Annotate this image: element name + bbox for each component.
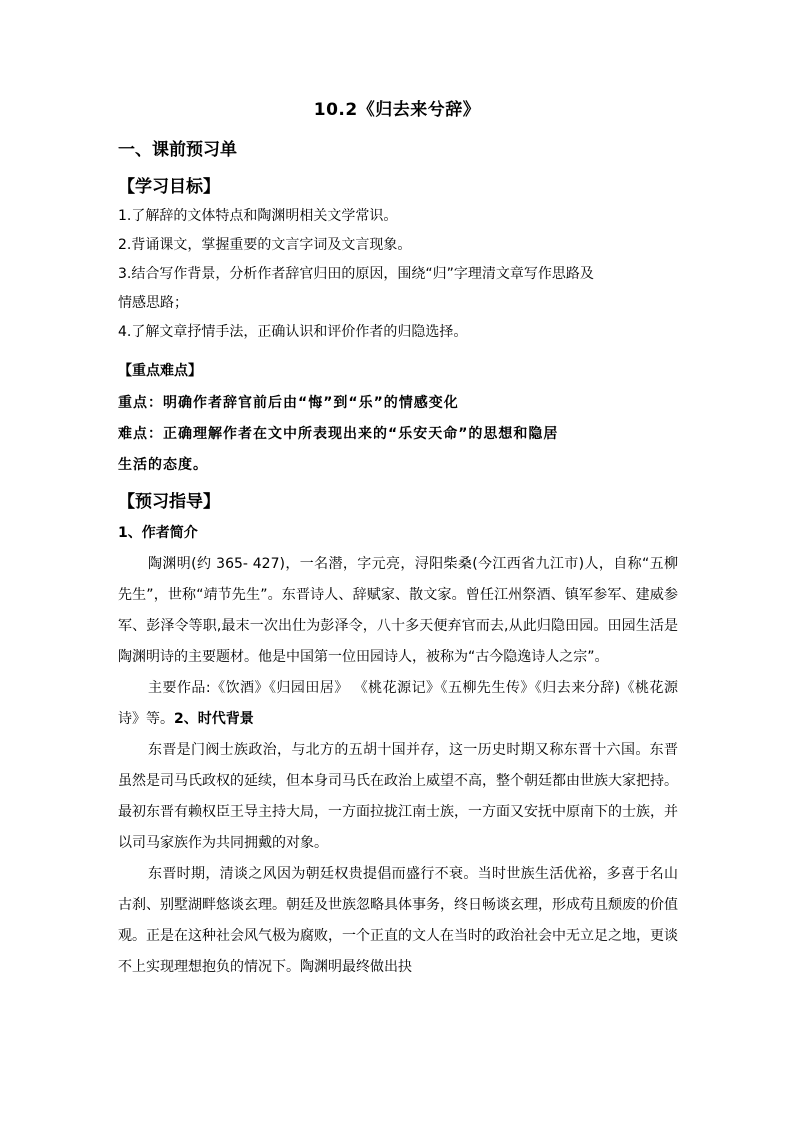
works-paragraph	[118, 673, 678, 735]
difficulty-text: 难点：正确理解作者在文中所表现出来的“乐安天命”的思想和隐居	[118, 426, 559, 442]
document-title: 10.2《归去来兮辞》	[313, 100, 481, 120]
goal-item: 1.了解辞的文体特点和陶渊明相关文学常识。	[118, 208, 398, 224]
keypoints-block	[118, 388, 678, 481]
goal-item: 4.了解文章抒情手法，正确认识和评价作者的归隐选择。	[118, 324, 468, 340]
goals-heading: 【学习目标】	[118, 177, 220, 197]
keypoints-heading: 【重点难点】	[118, 363, 202, 379]
goal-item: 2.背诵课文，掌握重要的文言字词及文言现象。	[118, 237, 412, 253]
goal-item: 情感思路；	[118, 295, 188, 311]
works-text: 主要作品:《饮酒》《归园田居》 《桃花源记》《五柳先生传》《归去来分辞)《桃花源诗》等。	[118, 680, 678, 727]
author-paragraph: 陶渊明(约 365- 427)，一名潜，字元亮，浔阳柴桑(今江西省九江市)人，自称“五柳先生”，世称“靖节先生”。东晋诗人、辞赋家、散文家。曾任江州祭酒、镇军参军、建威参军、彭泽令等职,最末一次出仕为彭泽令，八十多天便弃官而去,从此归隐田园。田园生活是陶渊明诗的主要题材。他是中国第一位田园诗人，被称为“古今隐逸诗人之宗”。	[118, 556, 678, 665]
goal-item: 3.结合写作背景，分析作者辞官归田的原因，围绕“归”字理清文章写作思路及	[118, 266, 594, 282]
background-paragraph-2: 东晋时期，清谈之风因为朝廷权贵提倡而盛行不衰。当时世族生活优裕，多喜于名山古刹、别墅湖畔悠谈玄理。朝廷及世族忽略具体事务，终日畅谈玄理，形成苟且颓废的价值观。正是在这种社会风气极为腐败，一个正直的文人在当时的政治社会中无立足之地，更谈不上实现理想抱负的情况下。陶渊明最终做出抉	[118, 866, 678, 975]
background-paragraph-1: 东晋是门阀士族政治，与北方的五胡十国并存，这一历史时期又称东晋十六国。东晋虽然是司马氏政权的延续，但本身司马氏在政治上威望不高，整个朝廷都由世族大家把持。最初东晋有赖权臣王导主持大局，一方面拉拢江南士族，一方面又安抚中原南下的士族，并以司马家族作为共同拥戴的对象。	[118, 742, 678, 851]
section-heading-preview: 一、课前预习单	[118, 140, 237, 160]
difficulty-text-cont: 生活的态度。	[118, 457, 208, 473]
author-heading: 1、作者简介	[118, 525, 198, 541]
keypoint-text: 重点：明确作者辞官前后由“悔”到“乐”的情感变化	[118, 395, 459, 411]
background-heading: 2、时代背景	[174, 711, 254, 727]
goals-list	[118, 202, 678, 347]
guide-heading: 【预习指导】	[118, 492, 220, 512]
author-section	[118, 549, 678, 983]
